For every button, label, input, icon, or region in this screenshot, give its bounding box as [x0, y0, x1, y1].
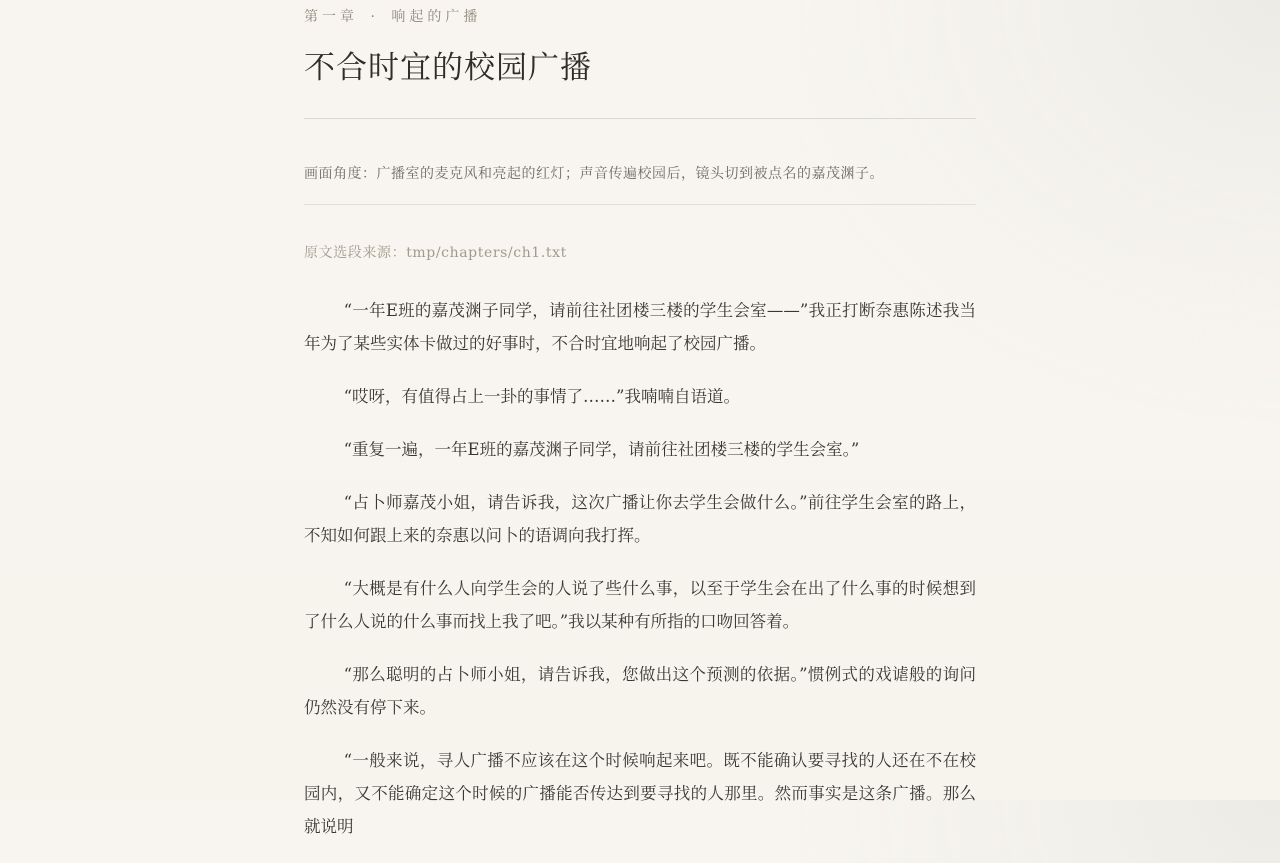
paragraph: “重复一遍，一年E班的嘉茂渊子同学，请前往社团楼三楼的学生会室。” — [343, 440, 860, 459]
source-label: 原文选段来源： — [304, 245, 407, 261]
paragraph: “那么聪明的占卜师小姐，请告诉我，您做出这个预测的依据。”惯例式的戏谑般的询问仍然没有停下来。 — [304, 665, 976, 717]
paragraph: “一年E班的嘉茂渊子同学，请前往社团楼三楼的学生会室——”我正打断奈惠陈述我当年为了某些实体卡做过的好事时，不合时宜地响起了校园广播。 — [304, 301, 976, 353]
paragraph: “一般来说，寻人广播不应该在这个时候响起来吧。既不能确认要寻找的人还在不在校园内，又不能确定这个时候的广播能否传达到要寻找的人那里。然而事实是这条广播。那么就说明 — [304, 751, 976, 836]
camera-angle-note: 画面角度：广播室的麦克风和亮起的红灯；声音传遍校园后，镜头切到被点名的嘉茂渊子。 — [304, 166, 884, 182]
note-divider — [304, 204, 976, 205]
chapter-separator: · — [370, 9, 379, 25]
chapter-name: 响起的广播 — [391, 9, 482, 25]
paragraph: “哎呀，有值得占上一卦的事情了……”我喃喃自语道。 — [343, 387, 740, 406]
chapter-number: 第一章 — [304, 9, 358, 25]
chapter-page — [304, 0, 976, 863]
source-line — [304, 242, 976, 264]
source-path: tmp/chapters/ch1.txt — [406, 245, 567, 261]
page-title: 不合时宜的校园广播 — [304, 50, 592, 86]
paragraph: “占卜师嘉茂小姐，请告诉我，这次广播让你去学生会做什么。”前往学生会室的路上，不知如何跟上来的奈惠以问卜的语调向我打挥。 — [304, 493, 976, 545]
chapter-label — [304, 6, 976, 26]
paragraph: “大概是有什么人向学生会的人说了些什么事，以至于学生会在出了什么事的时候想到了什么人说的什么事而找上我了吧。”我以某种有所指的口吻回答着。 — [304, 579, 976, 631]
title-divider — [304, 118, 976, 119]
chapter-body — [304, 294, 976, 843]
